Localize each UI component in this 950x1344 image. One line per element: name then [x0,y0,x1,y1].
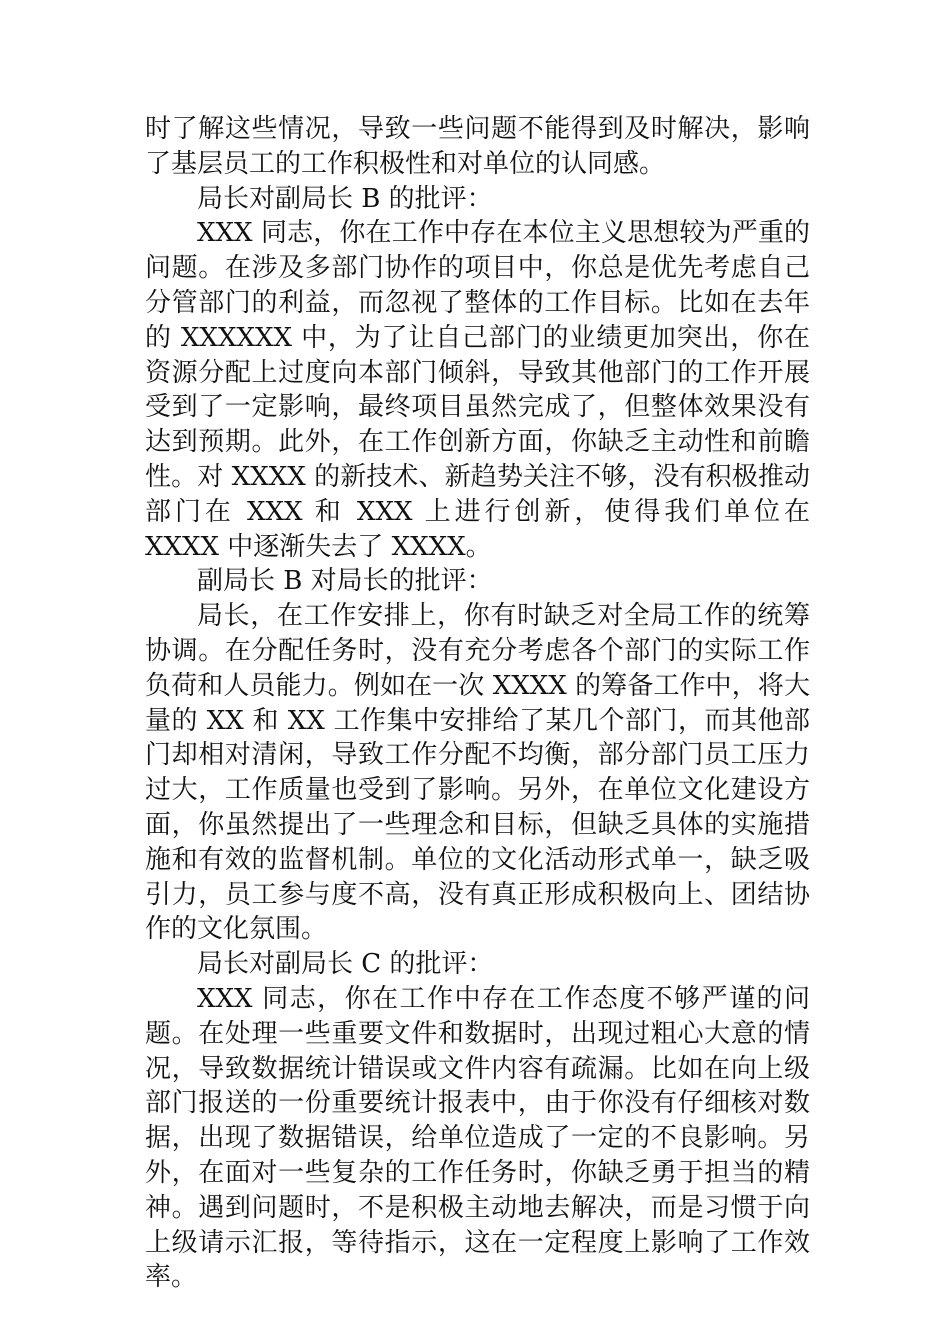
paragraph-criticism-deputy-c: XXX 同志，你在工作中存在工作态度不够严谨的问题。在处理一些重要文件和数据时，出现过粗心大意的情况，导致数据统计错误或文件内容有疏漏。比如在向上级部门报送的一份重要统计报表中，由于你没有仔细核对数据，出现了数据错误，给单位造成了一定的不良影响。另外，在面对一些复杂的工作任务时，你缺乏勇于担当的精神。遇到问题时，不是积极主动地去解决，而是习惯于向上级请示汇报，等待指示，这在一定程度上影响了工作效率。 [145,983,810,1293]
heading-director-to-deputy-c: 局长对副局长 C 的批评： [197,949,494,980]
heading-director-to-deputy-b: 局长对副局长 B 的批评： [197,183,493,214]
paragraph-criticism-deputy-b: XXX 同志，你在工作中存在本位主义思想较为严重的问题。在涉及多部门协作的项目中，你总是优先考虑自己分管部门的利益，而忽视了整体的工作目标。比如在去年的 XXXXXX 中，为了让自己部门的业绩更加突出，你在资源分配上过度向本部门倾斜，导致其他部门的工作开展受到了一定影响，最终项目虽然完成了，但整体效果没有达到预期。此外，在工作创新方面，你缺乏主动性和前瞻性。对 XXXX 的新技术、新趋势关注不够，没有积极推动部门在 XXX 和 XXX 上进行创新，使得我们单位在 XXXX 中逐渐失去了 XXXX。 [145,218,810,562]
paragraph-continuation: 时了解这些情况，导致一些问题不能得到及时解决，影响了基层员工的工作积极性和对单位的认同感。 [145,114,810,179]
paragraph-criticism-director: 局长，在工作安排上，你有时缺乏对全局工作的统筹协调。在分配任务时，没有充分考虑各个部门的实际工作负荷和人员能力。例如在一次 XXXX 的筹备工作中，将大量的 XX 和 XX 工作集中安排给了某几个部门，而其他部门却相对清闲，导致工作分配不均衡，部分部门员工压力过大，工作质量也受到了影响。另外，在单位文化建设方面，你虽然提出了一些理念和目标，但缺乏具体的实施措施和有效的监督机制。单位的文化活动形式单一，缺乏吸引力，员工参与度不高，没有真正形成积极向上、团结协作的文化氛围。 [145,601,810,945]
document-body [145,112,810,1295]
heading-deputy-b-to-director: 副局长 B 对局长的批评： [197,566,493,597]
